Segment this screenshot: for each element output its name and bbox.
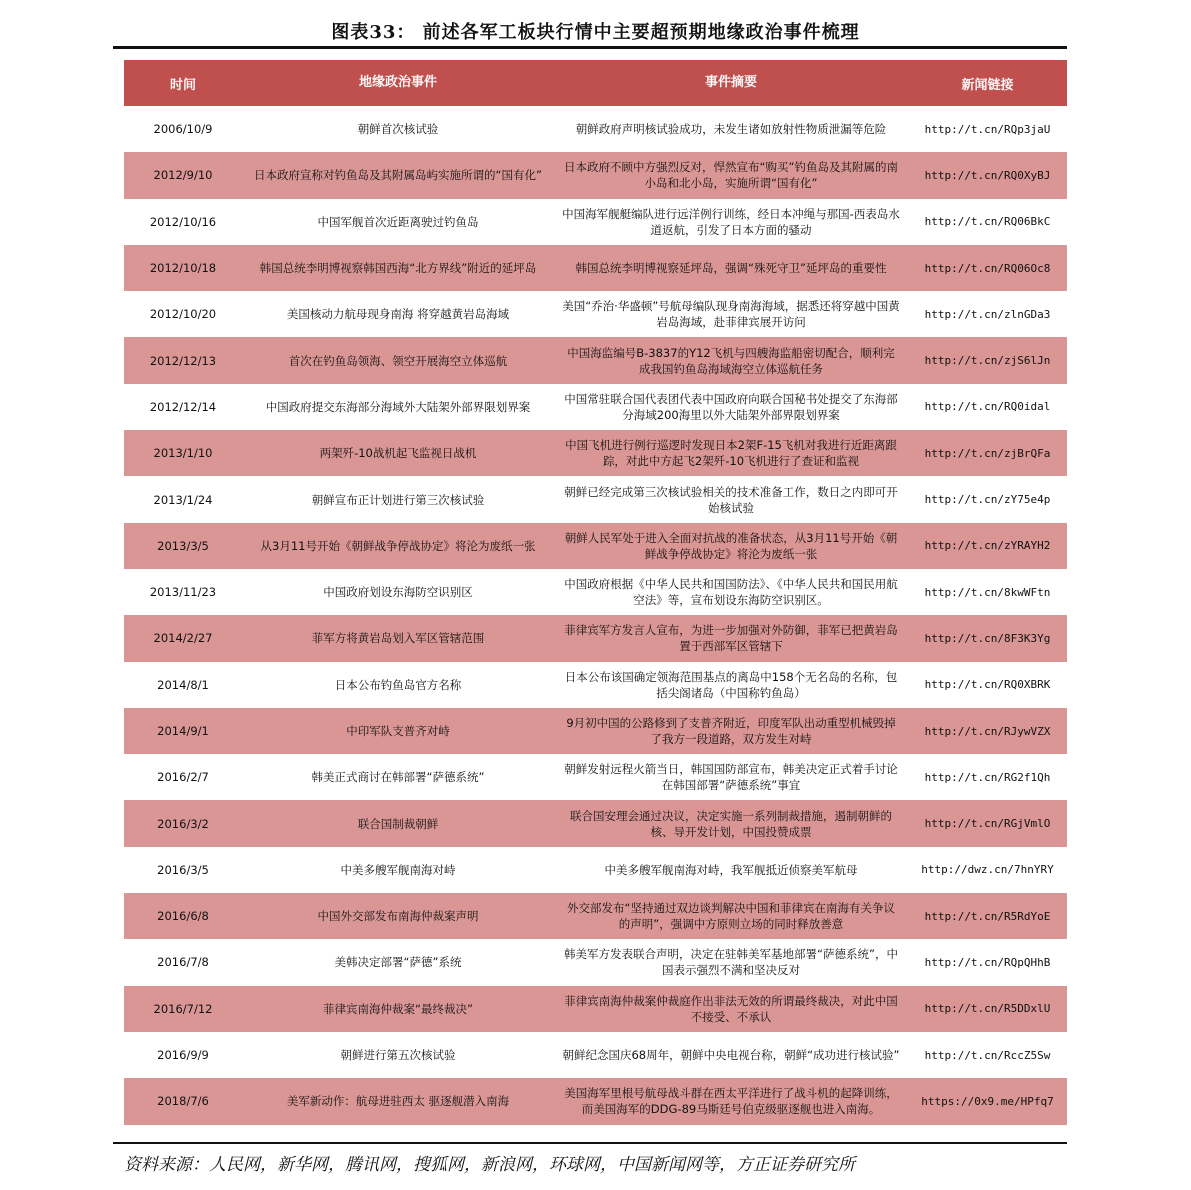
table-header: [124, 60, 1067, 106]
row-link[interactable]: http://t.cn/RQ0XBRK: [924, 678, 1051, 692]
table-row: [124, 800, 1067, 846]
table-row: [124, 569, 1067, 615]
row-date: 2016/3/5: [157, 862, 209, 877]
row-event: 美军新动作：航母进驻西太 驱逐舰潜入南海: [286, 1094, 510, 1109]
row-link[interactable]: http://t.cn/RQ0XyBJ: [924, 168, 1051, 182]
row-link[interactable]: http://t.cn/RQpQHhB: [924, 955, 1051, 969]
row-event: 菲军方将黄岩岛划入军区管辖范围: [311, 631, 485, 646]
table-body: [124, 106, 1067, 1125]
row-event: 联合国制裁朝鲜: [357, 816, 439, 831]
table-row: [124, 523, 1067, 569]
row-event: 朝鲜首次核试验: [357, 122, 439, 137]
title-rule: [113, 46, 1067, 49]
row-date: 2013/3/5: [157, 538, 209, 553]
row-date: 2006/10/9: [153, 122, 213, 137]
row-summary: 朝鲜人民军处于进入全面对抗战的准备状态，从3月11号开始《朝鲜战争停战协定》将沦为废纸一张: [564, 530, 898, 561]
row-summary: 中国飞机进行例行巡逻时发现日本2架F-15飞机对我进行近距离跟踪，对此中方起飞2架歼-10飞机进行了查证和监视: [565, 438, 897, 469]
table-row: [124, 337, 1067, 383]
table-row: [124, 1078, 1067, 1124]
row-event: 中国军舰首次近距离驶过钓鱼岛: [317, 214, 479, 229]
row-date: 2013/11/23: [149, 585, 217, 600]
table-row: [124, 939, 1067, 985]
row-event: 菲律宾南海仲裁案“最终裁决”: [323, 1001, 473, 1016]
row-link[interactable]: http://t.cn/zY75e4p: [924, 493, 1051, 507]
table-row: [124, 476, 1067, 522]
table-row: [124, 1032, 1067, 1078]
row-summary: 中国海监编号B-3837的Y12飞机与四艘海监船密切配合，顺利完成我国钓鱼岛海域海空立体巡航任务: [567, 345, 895, 376]
table-row: [124, 384, 1067, 430]
row-summary: 外交部发布“坚持通过双边谈判解决中国和菲律宾在南海有关争议的声明”，强调中方原则立场的同时释放善意: [567, 901, 895, 932]
row-event: 朝鲜进行第五次核试验: [340, 1048, 456, 1063]
row-date: 2016/9/9: [157, 1048, 209, 1063]
row-event: 中国政府提交东海部分海域外大陆架外部界限划界案: [265, 399, 531, 414]
row-event: 韩美正式商讨在韩部署“萨德系统”: [311, 770, 485, 785]
row-date: 2013/1/24: [153, 492, 213, 507]
header-event: 地缘政治事件: [358, 75, 437, 90]
row-link[interactable]: http://t.cn/8kwWFtn: [924, 585, 1051, 599]
header-summary: 事件摘要: [704, 75, 757, 90]
row-link[interactable]: http://dwz.cn/7hnYRY: [921, 863, 1054, 877]
row-date: 2012/12/14: [149, 399, 217, 414]
row-summary: 朝鲜发射远程火箭当日，韩国国防部宣布，韩美决定正式着手讨论在韩国部署“萨德系统”事宜: [564, 762, 898, 793]
row-summary: 联合国安理会通过决议，决定实施一系列制裁措施，遏制朝鲜的核、导开发计划，中国投赞成票: [570, 808, 892, 839]
row-event: 中国外交部发布南海仲裁案声明: [317, 909, 479, 924]
row-date: 2014/9/1: [157, 724, 209, 738]
row-date: 2016/7/8: [157, 955, 209, 970]
row-event: 日本政府宣称对钓鱼岛及其附属岛屿实施所谓的“国有化”: [254, 168, 542, 183]
row-summary: 中国海军舰艇编队进行远洋例行训练，经日本冲绳与那国-西表岛水道返航，引发了日本方面的骚动: [562, 206, 900, 237]
row-link[interactable]: http://t.cn/zjBrQFa: [924, 446, 1051, 460]
events-table: [124, 60, 1067, 1125]
row-date: 2016/7/12: [153, 1001, 213, 1016]
row-date: 2012/9/10: [153, 168, 213, 183]
row-summary: 韩国总统李明博视察延坪岛，强调“殊死守卫”延坪岛的重要性: [575, 261, 887, 276]
row-link[interactable]: http://t.cn/RQ06BkC: [924, 215, 1051, 229]
figure-title: 图表33： 前述各军工板块行情中主要超预期地缘政治事件梳理: [331, 22, 860, 43]
row-date: 2016/6/8: [157, 909, 209, 924]
row-event: 中美多艘军舰南海对峙: [340, 862, 456, 877]
row-date: 2016/2/7: [157, 770, 209, 785]
row-date: 2014/2/27: [153, 631, 213, 646]
header-date: 时间: [169, 77, 196, 93]
row-link[interactable]: http://t.cn/RQp3jaU: [924, 122, 1051, 136]
row-date: 2014/8/1: [157, 677, 209, 692]
row-link[interactable]: http://t.cn/zlnGDa3: [924, 307, 1051, 321]
row-event: 两架歼-10战机起飞监视日战机: [319, 446, 477, 461]
row-summary: 日本公布该国确定领海范围基点的离岛中158个无名岛的名称，包括尖阁诸岛（中国称钓鱼岛）: [564, 669, 898, 700]
table-row: [124, 754, 1067, 800]
row-date: 2018/7/6: [157, 1094, 209, 1109]
row-link[interactable]: http://t.cn/R5RdYoE: [924, 909, 1051, 923]
row-date: 2012/10/16: [149, 214, 217, 229]
row-link[interactable]: http://t.cn/zjS6lJn: [924, 354, 1051, 368]
table-row: [124, 291, 1067, 337]
row-link[interactable]: http://t.cn/8F3K3Yg: [924, 631, 1051, 645]
row-link[interactable]: http://t.cn/RGjVmlO: [924, 817, 1051, 831]
row-event: 中印军队支普齐对峙: [346, 724, 450, 738]
table-row: [124, 708, 1067, 754]
bottom-rule: [113, 1142, 1067, 1144]
row-link[interactable]: http://t.cn/R5DDxlU: [924, 1002, 1051, 1016]
row-link[interactable]: http://t.cn/zYRAYH2: [924, 539, 1051, 553]
row-summary: 美国海军里根号航母战斗群在西太平洋进行了战斗机的起降训练，而美国海军的DDG-89马斯廷号伯克级驱逐舰也进入南海。: [564, 1086, 898, 1117]
row-summary: 中国常驻联合国代表团代表中国政府向联合国秘书处提交了东海部分海域200海里以外大陆架外部界限划界案: [564, 391, 898, 422]
row-summary: 朝鲜纪念国庆68周年，朝鲜中央电视台称，朝鲜“成功进行核试验”: [562, 1048, 900, 1063]
row-summary: 9月初中国的公路修到了支普齐附近，印度军队出动重型机械毁掉了我方一段道路，双方发生对峙: [566, 716, 896, 746]
row-summary: 韩美军方发表联合声明，决定在驻韩美军基地部署“萨德系统”，中国表示强烈不满和坚决反对: [564, 947, 898, 978]
table-row: [124, 430, 1067, 476]
header-link: 新闻链接: [961, 77, 1014, 93]
row-date: 2012/12/13: [149, 353, 217, 368]
row-link[interactable]: http://t.cn/RQ06Oc8: [924, 261, 1051, 275]
row-date: 2016/3/2: [157, 816, 209, 831]
row-link[interactable]: http://t.cn/RJywVZX: [924, 724, 1051, 738]
row-summary: 日本政府不顾中方强烈反对，悍然宣布“购买”钓鱼岛及其附属的南小岛和北小岛，实施所谓“国有化”: [564, 160, 898, 191]
row-link[interactable]: https://0x9.me/HPfq7: [921, 1094, 1054, 1108]
row-event: 从3月11号开始《朝鲜战争停战协定》将沦为废纸一张: [260, 538, 536, 553]
row-link[interactable]: http://t.cn/RccZ5Sw: [924, 1048, 1051, 1062]
row-summary: 菲律宾军方发言人宣布，为进一步加强对外防御，菲军已把黄岩岛置于西部军区管辖下: [564, 623, 898, 654]
table-row: [124, 615, 1067, 661]
row-summary: 中美多艘军舰南海对峙，我军舰抵近侦察美军航母: [604, 862, 858, 877]
table-row: [124, 152, 1067, 198]
row-date: 2012/10/18: [149, 261, 217, 276]
row-event: 美国核动力航母现身南海 将穿越黄岩岛海域: [286, 307, 510, 322]
table-row: [124, 106, 1067, 152]
table-row: [124, 245, 1067, 291]
row-date: 2012/10/20: [149, 307, 217, 322]
row-date: 2013/1/10: [153, 446, 213, 461]
row-link[interactable]: http://t.cn/RG2f1Qh: [924, 770, 1051, 784]
row-link[interactable]: http://t.cn/RQ0idal: [924, 400, 1051, 414]
row-event: 首次在钓鱼岛领海、领空开展海空立体巡航: [288, 353, 508, 368]
row-summary: 美国“乔治·华盛顿”号航母编队现身南海海域，据悉还将穿越中国黄岩岛海域，赴菲律宾展开访问: [562, 299, 900, 330]
row-event: 朝鲜宣布正计划进行第三次核试验: [311, 492, 485, 507]
table-row: [124, 662, 1067, 708]
table-row: [124, 893, 1067, 939]
table-row: [124, 847, 1067, 893]
row-summary: 朝鲜已经完成第三次核试验相关的技术准备工作，数日之内即可开始核试验: [564, 484, 898, 515]
row-summary: 菲律宾南海仲裁案仲裁庭作出非法无效的所谓最终裁决，对此中国不接受、不承认: [564, 993, 898, 1024]
row-event: 美韩决定部署“萨德”系统: [334, 955, 462, 970]
row-event: 日本公布钓鱼岛官方名称: [334, 677, 462, 692]
source-note: 资料来源：人民网，新华网，腾讯网，搜狐网，新浪网，环球网，中国新闻网等，方正证券研究所: [124, 1155, 855, 1175]
row-summary: 朝鲜政府声明核试验成功，未发生诸如放射性物质泄漏等危险: [575, 122, 887, 137]
row-summary: 中国政府根据《中华人民共和国国防法》、《中华人民共和国民用航空法》等，宣布划设东海防空识别区。: [564, 577, 898, 608]
table-row: [124, 986, 1067, 1032]
table-row: [124, 199, 1067, 245]
row-event: 中国政府划设东海防空识别区: [323, 585, 473, 600]
row-event: 韩国总统李明博视察韩国西海“北方界线”附近的延坪岛: [259, 261, 537, 276]
